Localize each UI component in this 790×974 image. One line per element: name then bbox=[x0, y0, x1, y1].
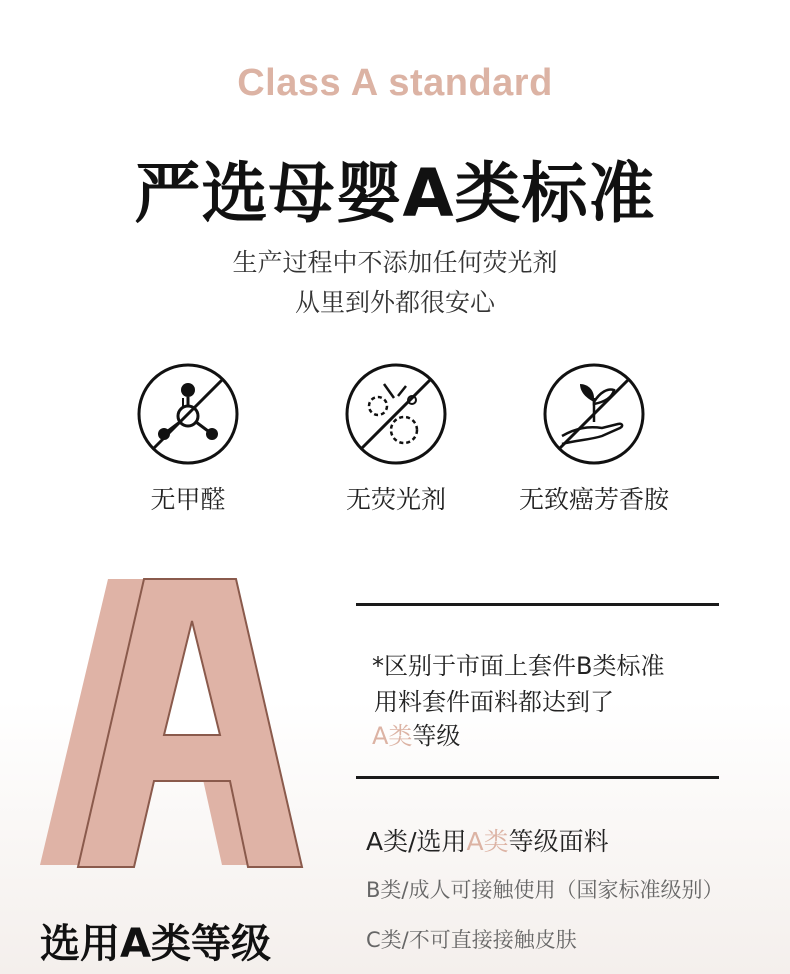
note-accent: A类 bbox=[372, 722, 413, 750]
divider-bottom bbox=[356, 776, 719, 779]
page-title: 严选母婴A类标准 bbox=[134, 155, 656, 232]
feature-label: 无荧光剂 bbox=[345, 485, 446, 514]
feature-label: 无致癌芳香胺 bbox=[518, 485, 669, 514]
no-carcinogenic-amine-icon bbox=[542, 362, 646, 466]
feature-label: 无甲醛 bbox=[150, 485, 226, 514]
feature-no-carcinogenic-amine bbox=[494, 362, 694, 516]
intro-line-1: 生产过程中不添加任何荧光剂 bbox=[232, 248, 558, 277]
grade-a-prefix: A类/选用 bbox=[366, 827, 467, 856]
decorative-letter-a-graphic bbox=[22, 555, 312, 885]
subtitle-en: Class A standard bbox=[237, 62, 553, 104]
grade-b: B类/成人可接触使用（国家标准级别） bbox=[366, 878, 724, 902]
no-formaldehyde-icon bbox=[136, 362, 240, 466]
grade-a-accent: A类 bbox=[466, 827, 509, 856]
note-rest: 等级 bbox=[412, 722, 461, 750]
feature-no-formaldehyde bbox=[88, 362, 288, 516]
note-line-1: *区别于市面上套件B类标准 bbox=[372, 652, 665, 680]
footer-title: 选用A类等级 bbox=[40, 921, 271, 967]
note-line-3 bbox=[372, 716, 460, 751]
grade-a bbox=[366, 822, 609, 858]
grade-c: C类/不可直接接触皮肤 bbox=[366, 928, 577, 952]
no-fluorescent-icon bbox=[344, 362, 448, 466]
divider-top bbox=[356, 603, 719, 606]
grade-a-suffix: 等级面料 bbox=[508, 827, 609, 856]
feature-no-fluorescent bbox=[296, 362, 496, 516]
intro-line-2: 从里到外都很安心 bbox=[294, 288, 495, 317]
note-line-2: 用料套件面料都达到了 bbox=[374, 688, 614, 716]
